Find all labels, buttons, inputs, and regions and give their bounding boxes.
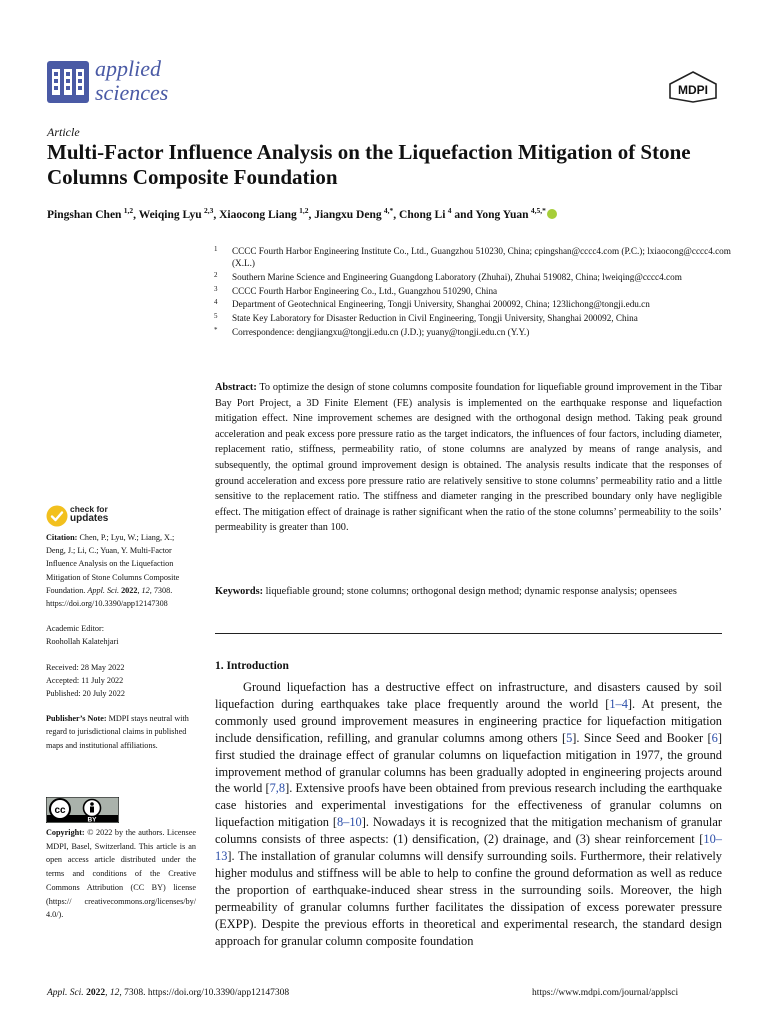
- citation-text: Chen, P.; Lyu, W.; Liang, X.; Deng, J.; Li, C.; Yuan, Y. Multi-Factor Influence Analysis on the Liquefaction Mitigation of Stone Columns Composite Foundation.: [46, 533, 180, 595]
- check-for-updates-line2: updates: [70, 513, 109, 524]
- reference-link[interactable]: 8–10: [336, 815, 362, 830]
- author-name: Jiangxu Deng: [314, 208, 382, 221]
- author-affiliation-mark: 4,*: [383, 206, 394, 215]
- mdpi-logo-text: MDPI: [678, 83, 708, 97]
- footer-journal-url[interactable]: https://www.mdpi.com/journal/applsci: [532, 988, 679, 998]
- reference-link[interactable]: 1–4: [609, 696, 628, 711]
- abstract: [215, 380, 722, 536]
- article-title: Multi-Factor Influence Analysis on the Liquefaction Mitigation of Stone Columns Composite Foundation: [47, 140, 691, 189]
- affiliation-number: 1: [214, 245, 218, 253]
- affiliation-text: Southern Marine Science and Engineering Guangdong Laboratory (Zhuhai), Zhuhai 519082, China; lweiqing@cccc4.com: [232, 271, 682, 282]
- affiliation-item: [214, 312, 734, 324]
- author-name: Chong Li: [399, 208, 446, 221]
- received-date: Received: 28 May 2022: [46, 662, 125, 672]
- author-separator: ,: [308, 208, 315, 221]
- publisher-note: [46, 712, 196, 752]
- reference-link[interactable]: 5: [566, 730, 573, 745]
- author-affiliation-mark: 1,2: [123, 206, 134, 215]
- keywords: [215, 584, 722, 600]
- reference-link[interactable]: 7,8: [269, 781, 286, 796]
- copyright-text: © 2022 by the authors. Licensee MDPI, Basel, Switzerland. This article is an open access article distributed under the terms and conditions of the Creative Commons Attribution (CC BY) license (https:// creativecommons.org/licenses/by/ 4.0/).: [46, 828, 197, 920]
- introduction-text: Ground liquefaction has a destructive effect on infrastructure, and disasters caused by soil liquefaction during earthquakes take place frequently around the world [: [215, 680, 722, 711]
- abstract-text: To optimize the design of stone columns composite foundation for liquefiable ground improvement in the Tibar Bay Port Project, a 3D Finite Element (FE) analysis is implemented on the earthquake response and liquefaction mitigation effect. Nine improvement schemes are designed with the orthogonal design method. Taking peak ground acceleration and peak excess pore pressure ratio as the target indicators, the influences of four factors, including diameter, replacement ratio, stiffness, permeability ratio, of stone columns are analyzed by means of range analysis, and subsequently, the optimal ground improvement design is obtained. The analysis results indicate that the responses of ground acceleration and excess pore pressure ratio are relatively sensitive to stone columns’ permeability ratio and a little sensitive to the replacement ratio. The stiffness and diameter ranging in the prescribed boundary only have negligible effect. The mitigation effect of drainage is rather significant when the ratio of the stone columns’ permeability to the soils’ permeability is greater than 100.: [215, 382, 722, 534]
- footer-citation: Appl. Sci. 2022, 12, 7308. https://doi.org/10.3390/app12147308: [47, 988, 290, 998]
- correspondence-item: [214, 326, 734, 338]
- citation-label: Citation:: [46, 533, 78, 542]
- check-for-updates-label[interactable]: [70, 505, 108, 523]
- publisher-note-label: Publisher’s Note:: [46, 714, 107, 724]
- accepted-date: Accepted: 11 July 2022: [46, 675, 124, 685]
- article-type: Article: [47, 125, 80, 139]
- journal-name-line1: applied: [95, 56, 161, 81]
- footer-volume: 12: [109, 988, 120, 998]
- citation: Citation: Chen, P.; Lyu, W.; Liang, X.; Deng, J.; Li, C.; Yuan, Y. Multi-Factor Influence Analysis on the Liquefaction Mitigation of Stone Columns Composite Foundation. Appl. Sci. 2022, 12, 7308. https://doi.org/10.3390/app12147308: [46, 533, 180, 609]
- mdpi-logo-icon: [666, 70, 720, 104]
- orcid-icon[interactable]: [547, 209, 557, 219]
- publisher-note-text: MDPI stays neutral with regard to jurisdictional claims in published maps and institutional affiliations.: [46, 714, 189, 750]
- introduction-text: ]. Nowadays it is recognized that the mitigation mechanism of granular columns consists of three aspects: (1) densification, (2) drainage, and (3) shear reinforcement [: [215, 815, 722, 847]
- citation-year: 2022: [121, 585, 138, 595]
- published-date: Published: 20 July 2022: [46, 689, 125, 699]
- cc-by-license-icon[interactable]: [46, 797, 119, 823]
- affiliation-list: [214, 245, 734, 339]
- cc-by-label: BY: [87, 816, 97, 823]
- correspondence-text: Correspondence: dengjiangxu@tongji.edu.cn (J.D.); yuany@tongji.edu.cn (Y.Y.): [232, 326, 530, 337]
- introduction-text: ]. Extensive proofs have been obtained from previous research including the earthquake case histories and experimental investigations for the effectiveness of granular columns on liquefaction mitigation [: [215, 781, 722, 830]
- article-info-sidebar: [46, 531, 196, 752]
- author-name: Weiqing Lyu: [138, 208, 202, 221]
- applied-sciences-logo-icon: [47, 61, 89, 103]
- affiliation-item: [214, 298, 734, 310]
- introduction-text: ]. Since Seed and Booker [: [572, 730, 712, 745]
- reference-link[interactable]: 6: [711, 730, 718, 745]
- affiliation-number: 5: [214, 312, 218, 321]
- reference-link[interactable]: 10–13: [215, 832, 722, 864]
- affiliation-item: [214, 285, 734, 297]
- correspondence-mark: *: [214, 325, 218, 334]
- author-separator: ,: [213, 208, 220, 221]
- citation-doi[interactable]: , 7308. https://doi.org/10.3390/app12147308: [46, 585, 173, 609]
- introduction-paragraph: [215, 679, 722, 950]
- citation-volume: 12: [141, 585, 150, 595]
- author-affiliation-mark: 1,2: [299, 206, 309, 215]
- introduction-text: ] first studied the drainage effect of granular columns on liquefaction mitigation in 1977, the ground improvement method of granular columns has been gradually adopted in engineering projects around the world [: [215, 730, 722, 796]
- footer-year: 2022: [86, 988, 106, 998]
- affiliation-text: State Key Laboratory for Disaster Reduction in Civil Engineering, Tongji University, Shanghai 200092, China: [232, 313, 638, 324]
- section-heading-introduction: 1. Introduction: [215, 660, 289, 672]
- keywords-label: Keywords:: [215, 586, 264, 597]
- author-separator: ,: [393, 208, 400, 221]
- affiliation-item: [214, 245, 734, 269]
- author-name: Xiaocong Liang: [219, 208, 297, 221]
- introduction-text: ]. At present, the commonly used ground improvement measures in engineering practice for liquefaction mitigation include densification, refilling, and granular columns among others [: [215, 696, 722, 745]
- author-separator: ,: [133, 208, 139, 221]
- author-separator: and: [451, 208, 476, 221]
- footer-doi[interactable]: , 7308. https://doi.org/10.3390/app12147308: [119, 988, 290, 998]
- author-name: Yong Yuan: [475, 208, 529, 221]
- author-name: Pingshan Chen: [47, 208, 122, 221]
- footer-journal: Appl. Sci.: [47, 988, 84, 998]
- academic-editor-label: Academic Editor:: [46, 624, 104, 634]
- affiliation-number: 2: [214, 270, 218, 279]
- copyright-notice: [46, 826, 196, 922]
- author-affiliation-mark: 4: [447, 206, 452, 215]
- academic-editor-name: Roohollah Kalatehjari: [46, 637, 119, 647]
- introduction-body: [215, 679, 722, 950]
- author-affiliation-mark: 2,3: [203, 206, 214, 215]
- affiliation-text: Department of Geotechnical Engineering, Tongji University, Shanghai 200092, China; 123lichong@tongji.edu.cn: [232, 299, 650, 310]
- check-for-updates-icon[interactable]: [46, 505, 68, 527]
- svg-text:cc: cc: [54, 805, 66, 816]
- section-divider: [215, 633, 722, 634]
- affiliation-text: CCCC Fourth Harbor Engineering Institute Co., Ltd., Guangzhou 510230, China; cpingshan@cccc4.com (P.C.); lxiaocong@cccc4.com (X.L.): [232, 246, 731, 269]
- keywords-text: liquefiable ground; stone columns; orthogonal design method; dynamic response analysis; opensees: [265, 586, 677, 597]
- affiliation-item: [214, 271, 734, 283]
- introduction-text: ]. The installation of granular columns will densify surrounding soils. Furthermore, their relatively higher modulus and stiffness will be able to help to confine the ground deformation as well as reduce the proportion of earthquake-induced shear stress in the surrounding soils. Moreover, the high permeability of granular columns further facilitates the dissipation of excess porewater pressure (EXPP). Despite the previous efforts in theoretical and experimental research, the standard design approach for granular column composite foundation: [215, 849, 722, 948]
- copyright-label: Copyright:: [46, 828, 85, 837]
- abstract-label: Abstract:: [215, 382, 257, 393]
- check-for-updates-line1: check for: [70, 504, 108, 514]
- journal-name-line2: sciences: [95, 80, 169, 105]
- journal-name: [95, 57, 168, 105]
- affiliation-text: CCCC Fourth Harbor Engineering Co., Ltd., Guangzhou 510290, China: [232, 285, 498, 296]
- author-list: [47, 204, 757, 222]
- affiliation-number: 4: [214, 298, 218, 307]
- author-affiliation-mark: 4,5,*: [530, 206, 546, 215]
- citation-journal: Appl. Sci.: [87, 585, 120, 595]
- affiliation-number: 3: [214, 284, 218, 293]
